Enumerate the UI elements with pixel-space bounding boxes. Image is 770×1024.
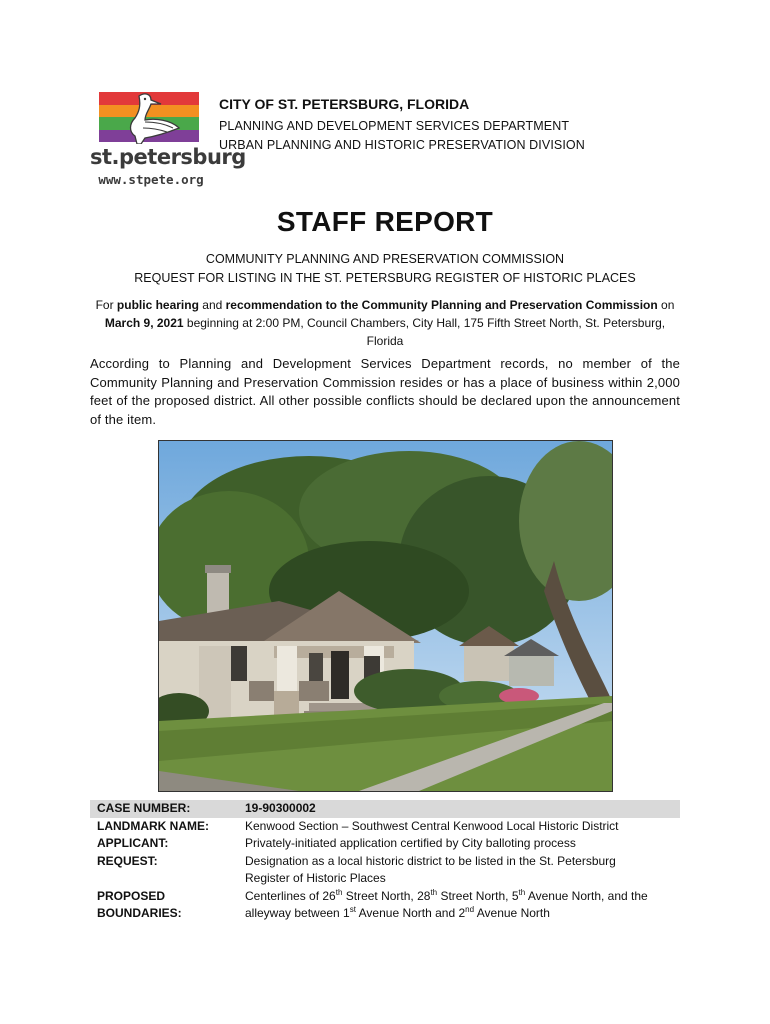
logo-brand-text: st.petersburg (90, 145, 246, 169)
request-label: REQUEST: (97, 853, 158, 868)
case-number-row (90, 800, 680, 818)
boundaries-row (90, 888, 680, 923)
landmark-value: Kenwood Section – Southwest Central Kenwood Local Historic District (245, 818, 619, 833)
boundaries-value: Centerlines of 26th Street North, 28th Street North, 5th Avenue North, and the alleyway between 1st Avenue North and 2nd Avenue North (245, 887, 648, 920)
landmark-row (90, 818, 680, 836)
hearing-notice: For public hearing and recommendation to the Community Planning and Preservation Commission on March 9, 2021 beginning at 2:00 PM, Council Chambers, City Hall, 175 Fifth Street North, St. Petersburg, Florida (95, 298, 675, 348)
applicant-row (90, 835, 680, 853)
pelican-icon (99, 92, 199, 144)
case-number-value: 19-90300002 (245, 801, 316, 815)
page-title: STAFF REPORT (276, 206, 494, 237)
city-name: CITY OF ST. PETERSBURG, FLORIDA (219, 96, 470, 112)
org-header (219, 96, 585, 155)
house-photo (158, 440, 613, 792)
landmark-label: LANDMARK NAME: (97, 818, 209, 833)
request-value: Designation as a local historic district to be listed in the St. Petersburg Register of Historic Places (245, 853, 616, 885)
department-name: PLANNING AND DEVELOPMENT SERVICES DEPARTMENT (219, 119, 570, 133)
case-details (90, 800, 680, 923)
request-subtitle: REQUEST FOR LISTING IN THE ST. PETERSBURG REGISTER OF HISTORIC PLACES (134, 271, 636, 285)
commission-subtitle: COMMUNITY PLANNING AND PRESERVATION COMMISSION (205, 252, 565, 266)
applicant-label: APPLICANT: (97, 836, 169, 850)
division-name: URBAN PLANNING AND HISTORIC PRESERVATION DIVISION (219, 138, 585, 152)
boundaries-label: PROPOSED BOUNDARIES: (97, 888, 182, 920)
logo-url: www.stpete.org (98, 172, 204, 187)
request-row (90, 853, 680, 888)
applicant-value: Privately-initiated application certified by City balloting process (245, 836, 576, 850)
conflict-disclosure: According to Planning and Development Services Department records, no member of the Community Planning and Preservation Commission resides or has a place of business within 2,000 feet of the proposed district. All other possible conflicts should be declared upon the announcement of the item. (90, 356, 680, 427)
case-number-label: CASE NUMBER: (97, 801, 191, 815)
city-logo (90, 90, 246, 194)
